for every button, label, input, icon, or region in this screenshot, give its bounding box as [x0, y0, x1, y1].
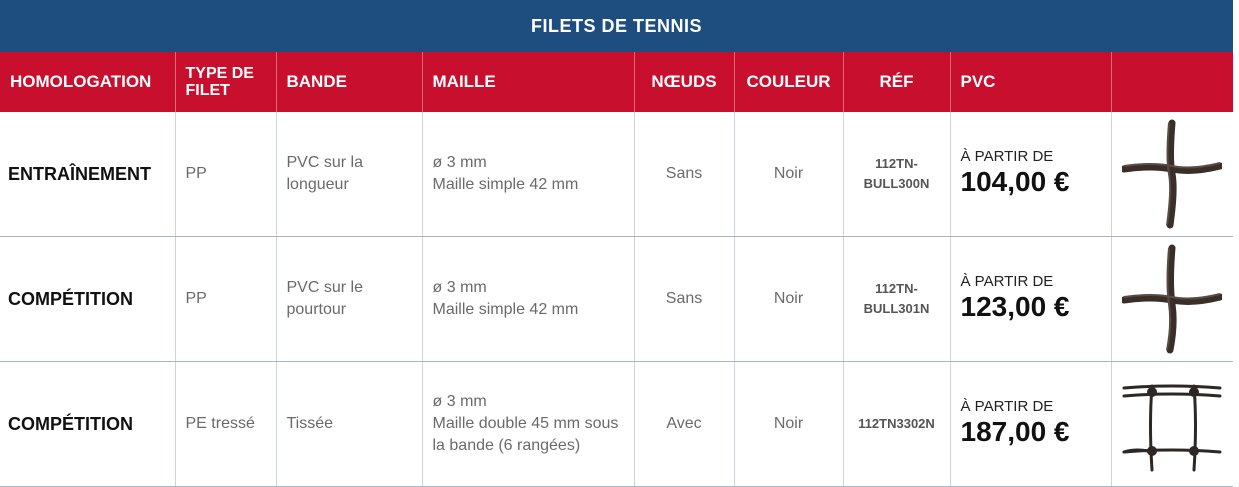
header-homologation: HOMOLOGATION — [0, 52, 175, 112]
header-couleur: COULEUR — [734, 52, 843, 112]
cell-homologation: ENTRAÎNEMENT — [0, 112, 175, 237]
cell-price — [950, 362, 1111, 487]
cell-noeuds: Sans — [634, 112, 734, 237]
table-row — [0, 237, 1233, 362]
price-label: À PARTIR DE — [960, 148, 1054, 165]
maille-description: Maille double 45 mm sous la bande (6 rangées) — [432, 415, 619, 454]
ref-line-1: 112TN3302N — [858, 416, 935, 431]
cell-price — [950, 112, 1111, 237]
net-knotless-icon — [1122, 244, 1222, 354]
header-ref: RÉF — [843, 52, 950, 112]
cell-couleur: Noir — [734, 237, 843, 362]
ref-line-1: 112TN- — [875, 156, 918, 171]
cell-couleur: Noir — [734, 112, 843, 237]
cell-maille — [422, 112, 634, 237]
header-bande: BANDE — [276, 52, 422, 112]
cell-couleur: Noir — [734, 362, 843, 487]
header-type-filet: TYPE DE FILET — [175, 52, 276, 112]
net-knotted-icon — [1122, 374, 1222, 474]
table-title: FILETS DE TENNIS — [0, 0, 1233, 52]
cell-homologation: COMPÉTITION — [0, 237, 175, 362]
price-value: 123,00 € — [960, 291, 1070, 322]
cell-price — [950, 237, 1111, 362]
maille-description: Maille simple 42 mm — [432, 301, 579, 318]
cell-bande: Tissée — [276, 362, 422, 487]
cell-noeuds: Avec — [634, 362, 734, 487]
price-label: À PARTIR DE — [960, 273, 1054, 290]
header-pvc: PVC — [950, 52, 1111, 112]
price-value: 187,00 € — [960, 416, 1070, 447]
header-maille: MAILLE — [422, 52, 634, 112]
header-image — [1111, 52, 1233, 112]
ref-line-2: BULL300N — [863, 176, 930, 191]
product-table — [0, 52, 1233, 487]
table-row — [0, 362, 1233, 487]
cell-type: PE tressé — [175, 362, 276, 487]
cell-ref — [843, 362, 950, 487]
cell-maille — [422, 362, 634, 487]
cell-homologation: COMPÉTITION — [0, 362, 175, 487]
cell-image — [1111, 112, 1233, 237]
cell-image — [1111, 237, 1233, 362]
cell-image — [1111, 362, 1233, 487]
maille-diameter: ø 3 mm — [432, 154, 487, 171]
cell-type: PP — [175, 112, 276, 237]
header-noeuds: NŒUDS — [634, 52, 734, 112]
ref-line-2: BULL301N — [863, 301, 930, 316]
header-row — [0, 52, 1233, 112]
cell-maille — [422, 237, 634, 362]
cell-bande: PVC sur la longueur — [276, 112, 422, 237]
net-knotless-icon — [1122, 119, 1222, 229]
cell-type: PP — [175, 237, 276, 362]
table-row — [0, 112, 1233, 237]
price-value: 104,00 € — [960, 166, 1070, 197]
ref-line-1: 112TN- — [875, 281, 918, 296]
cell-noeuds: Sans — [634, 237, 734, 362]
cell-ref — [843, 237, 950, 362]
maille-diameter: ø 3 mm — [432, 279, 487, 296]
cell-bande: PVC sur le pourtour — [276, 237, 422, 362]
maille-diameter: ø 3 mm — [432, 393, 487, 410]
price-label: À PARTIR DE — [960, 398, 1054, 415]
cell-ref — [843, 112, 950, 237]
maille-description: Maille simple 42 mm — [432, 176, 579, 193]
